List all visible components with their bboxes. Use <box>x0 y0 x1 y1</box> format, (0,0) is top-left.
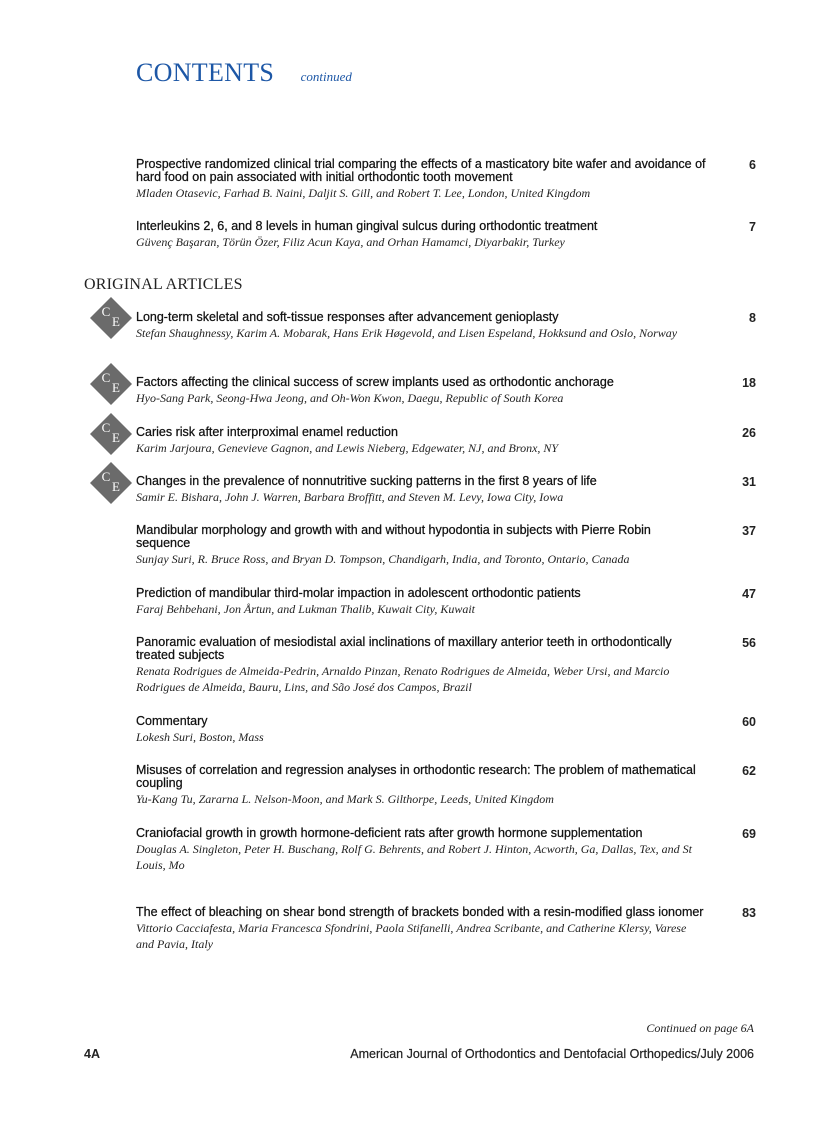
article-title[interactable]: Changes in the prevalence of nonnutritive sucking patterns in the first 8 years of life <box>136 474 597 488</box>
ce-badge-icon <box>88 411 134 457</box>
article-title[interactable]: Mandibular morphology and growth with and without hypodontia in subjects with Pierre Robin sequence <box>136 523 651 550</box>
page-number: 6 <box>749 158 756 172</box>
article-authors: Vittorio Cacciafesta, Maria Francesca Sfondrini, Paola Stifanelli, Andrea Scribante, and Catherine Klersy, Varese and Pavia, Italy <box>136 921 687 951</box>
ce-badge-letter-e: E <box>112 380 120 395</box>
ce-badge-icon <box>88 295 134 341</box>
continued-note: Continued on page 6A <box>646 1021 754 1035</box>
article-authors: Faraj Behbehani, Jon Årtun, and Lukman Thalib, Kuwait City, Kuwait <box>136 602 476 616</box>
article-authors: Güvenç Başaran, Törün Özer, Filiz Acun Kaya, and Orhan Hamamci, Diyarbakir, Turkey <box>136 235 565 249</box>
toc-entry[interactable] <box>136 376 756 406</box>
ce-badge-letter-c: C <box>101 304 111 319</box>
article-title[interactable]: Craniofacial growth in growth hormone-deficient rats after growth hormone supplementation <box>136 826 643 840</box>
page-number: 69 <box>742 827 756 841</box>
article-title[interactable]: Prospective randomized clinical trial comparing the effects of a masticatory bite wafer and avoidance of hard food on pain associated with initial orthodontic tooth movement <box>136 157 706 184</box>
article-title[interactable]: Prediction of mandibular third-molar impaction in adolescent orthodontic patients <box>136 586 581 600</box>
toc-entry[interactable] <box>136 715 756 745</box>
article-title[interactable]: Caries risk after interproximal enamel reduction <box>136 425 398 439</box>
article-title[interactable]: The effect of bleaching on shear bond strength of brackets bonded with a resin-modified glass ionomer <box>136 905 704 919</box>
article-title[interactable]: Misuses of correlation and regression analyses in orthodontic research: The problem of mathematical coupling <box>136 763 696 790</box>
ce-badge-icon <box>88 361 134 407</box>
page-header <box>136 58 352 88</box>
ce-badge-letter-c: C <box>101 420 111 435</box>
page-number: 62 <box>742 764 756 778</box>
article-authors: Mladen Otasevic, Farhad B. Naini, Daljit S. Gill, and Robert T. Lee, London, United Kingdom <box>136 186 591 200</box>
article-authors: Sunjay Suri, R. Bruce Ross, and Bryan D. Tompson, Chandigarh, India, and Toronto, Ontario, Canada <box>136 552 630 566</box>
article-authors: Samir E. Bishara, John J. Warren, Barbara Broffitt, and Steven M. Levy, Iowa City, Iowa <box>136 490 564 504</box>
page-number: 60 <box>742 715 756 729</box>
page-number: 47 <box>742 587 756 601</box>
article-authors: Hyo-Sang Park, Seong-Hwa Jeong, and Oh-Won Kwon, Daegu, Republic of South Korea <box>136 391 564 405</box>
ce-badge-letter-e: E <box>112 479 120 494</box>
article-authors: Douglas A. Singleton, Peter H. Buschang, Rolf G. Behrents, and Robert J. Hinton, Acworth, Ga, Dallas, Tex, and St Louis, Mo <box>136 842 692 872</box>
toc-entry[interactable] <box>136 426 756 456</box>
ce-badge-letter-c: C <box>101 370 111 385</box>
article-authors: Renata Rodrigues de Almeida-Pedrin, Arnaldo Pinzan, Renato Rodrigues de Almeida, Weber Ursi, and Marcio Rodrigues de Almeida, Bauru, Lins, and São José dos Campos, Brazil <box>136 664 670 694</box>
ce-badge-shape <box>90 363 132 405</box>
toc-entry[interactable] <box>136 906 756 952</box>
journal-running-footer: American Journal of Orthodontics and Dentofacial Orthopedics/July 2006 <box>350 1047 754 1061</box>
toc-entry[interactable] <box>136 636 756 695</box>
article-authors: Yu-Kang Tu, Zararna L. Nelson-Moon, and Mark S. Gilthorpe, Leeds, United Kingdom <box>136 792 554 806</box>
article-title[interactable]: Long-term skeletal and soft-tissue responses after advancement genioplasty <box>136 310 559 324</box>
page-title: CONTENTS <box>136 58 275 87</box>
page-number: 56 <box>742 636 756 650</box>
article-title[interactable]: Panoramic evaluation of mesiodistal axial inclinations of maxillary anterior teeth in orthodontically treated subjects <box>136 635 672 662</box>
toc-entry[interactable] <box>136 220 756 250</box>
article-title[interactable]: Commentary <box>136 714 208 728</box>
toc-entry[interactable] <box>136 475 756 505</box>
folio: 4A <box>84 1047 100 1061</box>
page-number: 8 <box>749 311 756 325</box>
page-number: 31 <box>742 475 756 489</box>
ce-badge-letter-e: E <box>112 314 120 329</box>
article-authors: Lokesh Suri, Boston, Mass <box>136 730 264 744</box>
ce-badge-shape <box>90 297 132 339</box>
ce-badge-letter-e: E <box>112 430 120 445</box>
toc-entry[interactable] <box>136 587 756 617</box>
page-number: 26 <box>742 426 756 440</box>
toc-entry[interactable] <box>136 158 756 201</box>
section-heading: ORIGINAL ARTICLES <box>84 276 243 293</box>
article-title[interactable]: Interleukins 2, 6, and 8 levels in human gingival sulcus during orthodontic treatment <box>136 219 598 233</box>
article-authors: Stefan Shaughnessy, Karim A. Mobarak, Hans Erik Høgevold, and Lisen Espeland, Hokksund and Oslo, Norway <box>136 326 678 340</box>
page-number: 83 <box>742 906 756 920</box>
article-authors: Karim Jarjoura, Genevieve Gagnon, and Lewis Nieberg, Edgewater, NJ, and Bronx, NY <box>136 441 559 455</box>
ce-badge-shape <box>90 462 132 504</box>
page-subtitle: continued <box>300 69 352 84</box>
toc-entry[interactable] <box>136 311 756 341</box>
toc-entry[interactable] <box>136 524 756 567</box>
ce-badge-icon <box>88 460 134 506</box>
page-number: 37 <box>742 524 756 538</box>
ce-badge-letter-c: C <box>101 469 111 484</box>
ce-badge-shape <box>90 413 132 455</box>
toc-entry[interactable] <box>136 764 756 807</box>
page-number: 18 <box>742 376 756 390</box>
page-number: 7 <box>749 220 756 234</box>
article-title[interactable]: Factors affecting the clinical success of screw implants used as orthodontic anchorage <box>136 375 614 389</box>
toc-entry[interactable] <box>136 827 756 873</box>
